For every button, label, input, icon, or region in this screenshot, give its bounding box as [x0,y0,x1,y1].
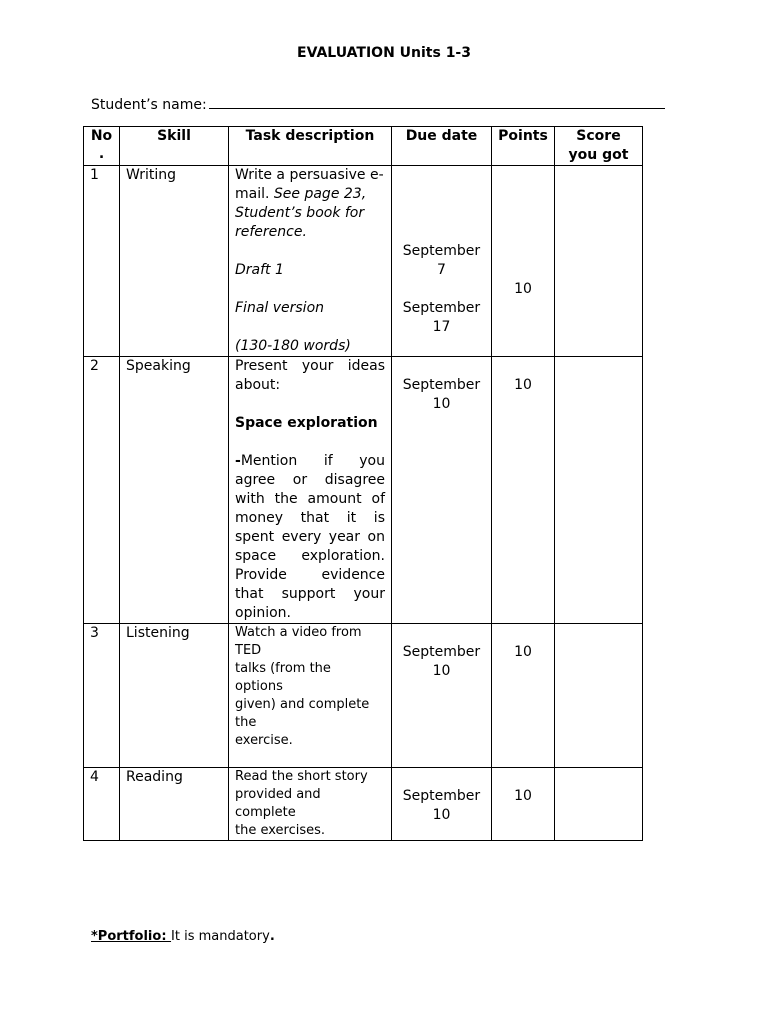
row-score [555,624,643,768]
portfolio-note: *Portfolio: It is mandatory. [91,929,275,944]
row-points: 10 [492,166,555,357]
row-points: 10 [492,768,555,841]
row-number: 3 [84,624,120,768]
row-task-description: Write a persuasive e-mail. See page 23, Student’s book for reference. Draft 1 Final version (130-180 words) [229,166,392,357]
portfolio-text: It is mandatory [171,929,270,944]
table-header-row [84,127,643,166]
table-row [84,357,643,624]
student-name-blank-line [209,94,665,109]
header-due-date: Due date [392,127,492,166]
student-name-label: Student’s name: [91,97,207,113]
row-number: 2 [84,357,120,624]
row-skill: Speaking [120,357,229,624]
row-task-description: Read the short story provided and complete the exercises. [229,768,392,841]
page-title: EVALUATION Units 1-3 [297,45,471,61]
row-due-date: September 10 [392,768,492,841]
table-row [84,166,643,357]
row-score [555,357,643,624]
row-task-description: Present your ideas about: Space exploration -Mention if you agree or disagree with the amount of money that it is spent every year on space exploration. Provide evidence that support your opinion. [229,357,392,624]
row-due-date: September 7 September 17 [392,166,492,357]
header-task-description: Task description [229,127,392,166]
row-points: 10 [492,357,555,624]
row-points: 10 [492,624,555,768]
student-name-field [91,94,665,113]
table-row [84,768,643,841]
row-skill: Reading [120,768,229,841]
header-score: Score you got [555,127,643,166]
header-no: No . [84,127,120,166]
portfolio-label: *Portfolio: [91,929,172,944]
header-points: Points [492,127,555,166]
row-due-date: September 10 [392,357,492,624]
header-skill: Skill [120,127,229,166]
row-skill: Writing [120,166,229,357]
row-task-description: Watch a video from TED talks (from the options given) and complete the exercise. [229,624,392,768]
evaluation-table [83,126,643,841]
row-number: 1 [84,166,120,357]
table-row [84,624,643,768]
row-skill: Listening [120,624,229,768]
row-due-date: September 10 [392,624,492,768]
row-score [555,768,643,841]
row-number: 4 [84,768,120,841]
row-score [555,166,643,357]
